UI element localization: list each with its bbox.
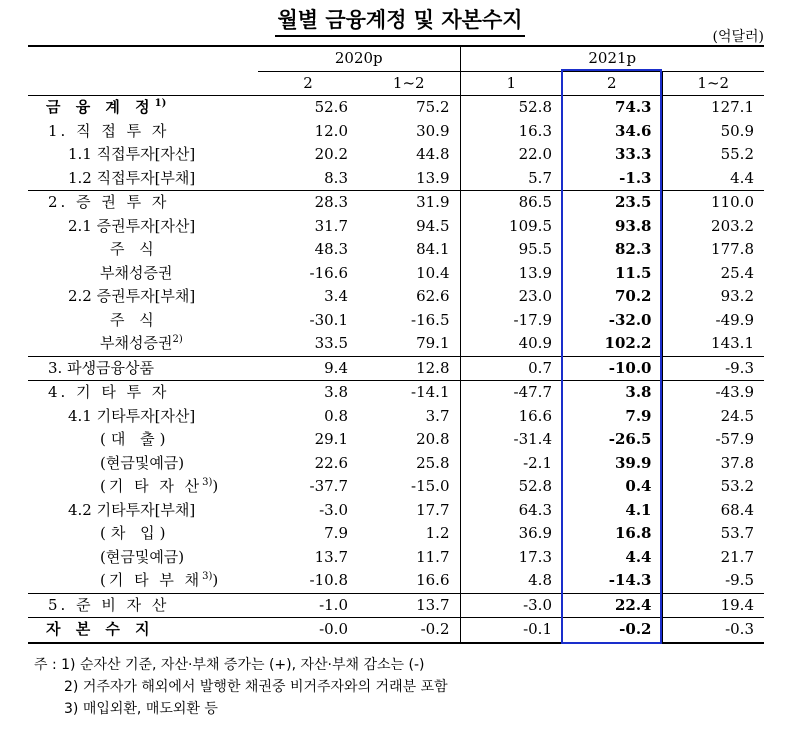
value-cell: 29.1 [314, 430, 348, 448]
value-cell: -0.2 [358, 618, 460, 643]
row-label-close: ) [212, 477, 219, 495]
value-cell: -26.5 [562, 428, 662, 452]
value-cell: -15.0 [358, 475, 460, 499]
header-row-years [28, 46, 764, 71]
row-label-text: 5. 준 비 자 산 [48, 595, 170, 614]
value-cell: 4.4 [730, 168, 754, 187]
value-cell: 55.2 [720, 145, 754, 163]
row-label [28, 428, 258, 452]
row-label [28, 452, 258, 476]
value-cell: 68.4 [720, 500, 754, 519]
value-cell: 8.3 [324, 168, 348, 187]
value-cell: 93.8 [562, 215, 662, 239]
value-cell: 64.3 [518, 500, 552, 519]
value-cell: 4.8 [528, 571, 552, 589]
row-label [28, 332, 258, 356]
value-cell: 34.6 [562, 120, 662, 144]
value-cell: 48.3 [314, 240, 348, 258]
row-label-text: (대 출) [100, 430, 171, 448]
value-cell: 82.3 [562, 238, 662, 262]
value-cell: 52.6 [314, 98, 348, 116]
value-cell: 0.7 [460, 356, 562, 381]
value-cell: 95.5 [518, 240, 552, 258]
footnote-marker: 3) [202, 571, 213, 582]
row-label [28, 618, 258, 643]
row-label [28, 262, 258, 286]
header-period: 2 [562, 71, 662, 96]
header-period: 1~2 [662, 71, 764, 96]
row-label-text: 1. 직 접 투 자 [48, 121, 170, 140]
value-cell: 33.5 [314, 334, 348, 352]
value-cell: 4.1 [562, 499, 662, 523]
footnote-marker: 2) [172, 334, 183, 345]
value-cell: 3.8 [562, 381, 662, 405]
value-cell: 74.3 [562, 96, 662, 120]
row-label [28, 238, 258, 262]
value-cell: 13.9 [358, 167, 460, 191]
row-label-text: 3. 파생금융상품 [48, 358, 155, 377]
value-cell: 22.6 [314, 453, 348, 472]
value-cell: 37.8 [720, 453, 754, 472]
row-label [28, 593, 258, 618]
value-cell: 1.2 [358, 522, 460, 546]
row-label [28, 167, 258, 191]
row-label-text: (기 타 자 산 [100, 477, 203, 495]
header-blank [28, 46, 258, 71]
value-cell: -0.3 [662, 618, 764, 643]
value-cell: 13.9 [518, 263, 552, 282]
value-cell: 22.0 [518, 145, 552, 163]
value-cell: -14.3 [562, 569, 662, 593]
row-label [28, 215, 258, 239]
value-cell: 16.6 [518, 406, 552, 425]
value-cell: 127.1 [711, 98, 754, 116]
value-cell: 12.0 [314, 121, 348, 140]
value-cell: -57.9 [715, 430, 754, 448]
row-label-text: 주 식 [110, 240, 159, 258]
value-cell: -37.7 [309, 477, 348, 495]
row-label-text: 2.1 증권투자[자산] [68, 216, 196, 235]
value-cell: 30.9 [358, 120, 460, 144]
row-label-text: 자 본 수 지 [46, 620, 155, 638]
row-label-text: 2.2 증권투자[부채] [68, 287, 196, 305]
row-label [28, 499, 258, 523]
value-cell: 109.5 [509, 216, 552, 235]
row-label-text: 주 식 [110, 310, 159, 329]
value-cell: -16.5 [358, 309, 460, 333]
value-cell: 70.2 [562, 285, 662, 309]
value-cell: 16.8 [562, 522, 662, 546]
value-cell: -10.0 [562, 356, 662, 381]
value-cell: 24.5 [720, 406, 754, 425]
header-year-2021: 2021p [460, 46, 764, 71]
value-cell: 12.8 [358, 356, 460, 381]
value-cell: -47.7 [460, 381, 562, 405]
row-label [28, 475, 258, 499]
header-blank [28, 71, 258, 96]
value-cell: 86.5 [460, 191, 562, 215]
header-period: 1~2 [358, 71, 460, 96]
row-label [28, 96, 258, 120]
value-cell: 17.7 [358, 499, 460, 523]
row-label [28, 569, 258, 593]
header-year-2020: 2020p [258, 46, 460, 71]
value-cell: 28.3 [258, 191, 358, 215]
value-cell: -43.9 [662, 381, 764, 405]
value-cell: 17.3 [518, 547, 552, 566]
value-cell: 0.4 [562, 475, 662, 499]
value-cell: -49.9 [715, 310, 754, 329]
value-cell: -1.0 [258, 593, 358, 618]
header-period: 1 [460, 71, 562, 96]
value-cell: -3.0 [319, 500, 348, 519]
unit-label: (억달러) [712, 29, 764, 45]
value-cell: -3.0 [460, 593, 562, 618]
value-cell: 93.2 [720, 287, 754, 305]
value-cell: -31.4 [513, 430, 552, 448]
value-cell: 0.8 [324, 406, 348, 425]
value-cell: -32.0 [562, 309, 662, 333]
row-label-text: (현금및예금) [100, 453, 185, 472]
value-cell: 31.7 [314, 216, 348, 235]
value-cell: 52.8 [518, 98, 552, 116]
row-label [28, 522, 258, 546]
row-label-text: 4.1 기타투자[자산] [68, 406, 196, 425]
footnotes [34, 654, 448, 720]
value-cell: 23.0 [518, 287, 552, 305]
value-cell: -0.1 [460, 618, 562, 643]
value-cell: 44.8 [358, 143, 460, 167]
value-cell: 21.7 [720, 547, 754, 566]
value-cell: 84.1 [358, 238, 460, 262]
value-cell: 33.3 [562, 143, 662, 167]
value-cell: 53.2 [720, 477, 754, 495]
footnote: 2) 거주자가 해외에서 발행한 채권중 비거주자와의 거래분 포함 [64, 679, 448, 695]
row-label [28, 191, 258, 215]
row-label [28, 405, 258, 429]
value-cell: 5.7 [528, 168, 552, 187]
value-cell: 3.4 [324, 287, 348, 305]
value-cell: 22.4 [562, 593, 662, 618]
value-cell: 16.6 [358, 569, 460, 593]
value-cell: 25.8 [358, 452, 460, 476]
page-title: 월별 금융계정 및 자본수지 [0, 4, 800, 34]
value-cell: -9.3 [662, 356, 764, 381]
row-label-text: 금 융 계 정 [46, 98, 155, 116]
row-label [28, 356, 258, 381]
value-cell: -30.1 [309, 310, 348, 329]
row-label [28, 381, 258, 405]
value-cell: 3.8 [258, 381, 358, 405]
value-cell: 20.2 [314, 145, 348, 163]
value-cell: 9.4 [258, 356, 358, 381]
value-cell: 3.7 [358, 405, 460, 429]
value-cell: 79.1 [358, 332, 460, 356]
row-label-text: 1.2 직접투자[부채] [68, 168, 196, 187]
value-cell: 177.8 [711, 240, 754, 258]
value-cell: 13.7 [358, 593, 460, 618]
value-cell: 62.6 [358, 285, 460, 309]
value-cell: 50.9 [720, 121, 754, 140]
row-label-text: 부채성증권 [100, 334, 173, 352]
value-cell: -0.0 [258, 618, 358, 643]
value-cell: 19.4 [662, 593, 764, 618]
value-cell: -16.6 [309, 263, 348, 282]
row-label-text: 4.2 기타투자[부채] [68, 500, 196, 519]
row-label [28, 285, 258, 309]
value-cell: 52.8 [518, 477, 552, 495]
footnote-marker: 1) [154, 98, 167, 109]
row-label-text: 부채성증권 [100, 263, 173, 282]
row-label-text: (현금및예금) [100, 547, 185, 566]
value-cell: 40.9 [518, 334, 552, 352]
value-cell: -2.1 [523, 453, 552, 472]
value-cell: -9.5 [725, 571, 754, 589]
value-cell: -1.3 [562, 167, 662, 191]
footnote: 주 : 1) 순자산 기준, 자산·부채 증가는 (+), 자산·부채 감소는 (-) [34, 657, 425, 673]
footnote-marker: 3) [202, 477, 213, 488]
row-label [28, 309, 258, 333]
value-cell: 39.9 [562, 452, 662, 476]
row-label [28, 120, 258, 144]
value-cell: -10.8 [309, 571, 348, 589]
value-cell: -17.9 [513, 310, 552, 329]
value-cell: 4.4 [562, 546, 662, 570]
value-cell: 36.9 [518, 524, 552, 542]
footnote: 3) 매입외환, 매도외환 등 [64, 701, 218, 717]
row-label-text: 2. 증 권 투 자 [48, 193, 170, 211]
value-cell: 94.5 [358, 215, 460, 239]
value-cell: 23.5 [562, 191, 662, 215]
value-cell: 10.4 [358, 262, 460, 286]
value-cell: -14.1 [358, 381, 460, 405]
row-label-text: 1.1 직접투자[자산] [68, 145, 196, 163]
value-cell: 53.7 [720, 524, 754, 542]
value-cell: 16.3 [518, 121, 552, 140]
row-label-text: (기 타 부 채 [100, 571, 203, 589]
value-cell: 75.2 [358, 96, 460, 120]
row-label-text: 4. 기 타 투 자 [48, 383, 170, 401]
row-label [28, 143, 258, 167]
value-cell: 11.5 [562, 262, 662, 286]
row-label-text: (차 입) [100, 524, 171, 542]
highlight-box [561, 69, 662, 644]
value-cell: 7.9 [324, 524, 348, 542]
value-cell: 203.2 [711, 216, 754, 235]
value-cell: 102.2 [562, 332, 662, 356]
value-cell: 110.0 [662, 191, 764, 215]
row-label-close: ) [212, 571, 219, 589]
value-cell: -0.2 [562, 618, 662, 643]
value-cell: 7.9 [562, 405, 662, 429]
row-label [28, 546, 258, 570]
value-cell: 25.4 [720, 263, 754, 282]
value-cell: 11.7 [358, 546, 460, 570]
value-cell: 143.1 [711, 334, 754, 352]
header-period: 2 [258, 71, 358, 96]
value-cell: 20.8 [358, 428, 460, 452]
value-cell: 31.9 [358, 191, 460, 215]
value-cell: 13.7 [314, 547, 348, 566]
